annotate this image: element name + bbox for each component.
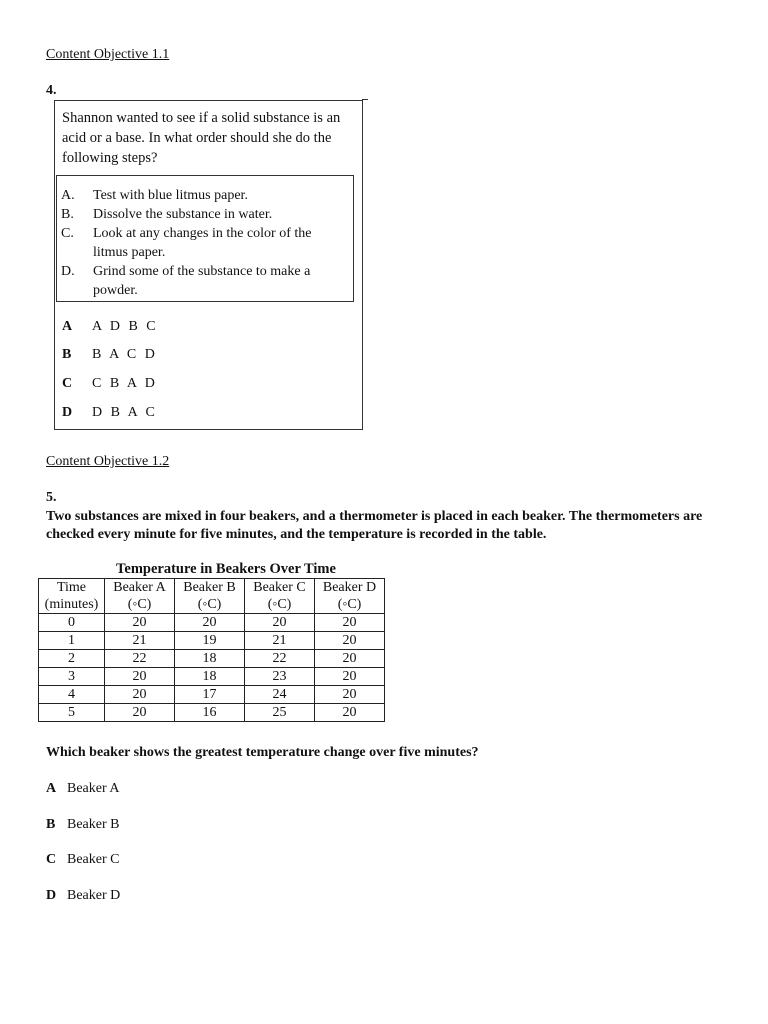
box-corner-mark: [362, 99, 368, 100]
column-unit: (◦C): [245, 596, 315, 614]
content-objective-heading: Content Objective 1.2: [46, 454, 170, 469]
choice-text: D B A C: [92, 405, 158, 420]
question-5-text: Two substances are mixed in four beakers, and a thermometer is placed in each beaker. The thermometers are checked every minute for five minutes, and the temperature is recorded in the table.: [46, 509, 703, 542]
column-unit: (◦C): [315, 596, 385, 614]
question-4-stem: Shannon wanted to see if a solid substance is an acid or a base. In what order should she do the following steps?: [62, 110, 341, 166]
choice-letter: D: [62, 405, 73, 420]
question-number: 5.: [46, 490, 57, 505]
table-cell: 20: [175, 614, 245, 632]
choice-letter: B: [46, 817, 56, 832]
choice-text: Beaker B: [67, 817, 120, 832]
table-cell: 17: [175, 686, 245, 704]
step-text: Grind some of the substance to make a powder.: [93, 264, 311, 298]
table-units-row: [39, 596, 385, 614]
table-cell: 4: [39, 686, 105, 704]
step-letter: D.: [61, 264, 75, 279]
table-header-row: [39, 579, 385, 597]
table-cell: 23: [245, 668, 315, 686]
table-cell: 0: [39, 614, 105, 632]
question-number: 4.: [46, 83, 57, 98]
column-header: Beaker D: [315, 579, 385, 597]
table-cell: 18: [175, 650, 245, 668]
table-cell: 20: [315, 704, 385, 722]
step-text: Test with blue litmus paper.: [93, 188, 248, 203]
choice-letter: C: [62, 376, 73, 391]
table-cell: 16: [175, 704, 245, 722]
step-text: Look at any changes in the color of the litmus paper.: [93, 226, 312, 260]
table-cell: 5: [39, 704, 105, 722]
temperature-table: [38, 578, 385, 722]
step-letter: C.: [61, 226, 74, 241]
table-cell: 20: [105, 686, 175, 704]
choice-text: B A C D: [92, 347, 158, 362]
answer-choice[interactable]: [46, 817, 119, 833]
choice-letter: A: [62, 319, 73, 334]
table-row: [39, 686, 385, 704]
answer-choice[interactable]: [62, 347, 157, 363]
table-cell: 20: [315, 632, 385, 650]
table-row: [39, 614, 385, 632]
choice-text: C B A D: [92, 376, 158, 391]
table-cell: 20: [245, 614, 315, 632]
choice-text: Beaker A: [67, 781, 120, 796]
table-cell: 20: [315, 614, 385, 632]
choice-letter: B: [62, 347, 72, 362]
table-cell: 3: [39, 668, 105, 686]
table-cell: 25: [245, 704, 315, 722]
column-unit: (◦C): [175, 596, 245, 614]
answer-choice[interactable]: [46, 852, 119, 868]
question-5-prompt: Which beaker shows the greatest temperature change over five minutes?: [46, 745, 479, 760]
table-cell: 19: [175, 632, 245, 650]
table-cell: 22: [245, 650, 315, 668]
choice-text: Beaker D: [67, 888, 121, 903]
table-cell: 20: [315, 668, 385, 686]
answer-choice[interactable]: [46, 888, 120, 904]
content-objective-heading: Content Objective 1.1: [46, 47, 170, 62]
table-cell: 22: [105, 650, 175, 668]
answer-choice[interactable]: [62, 319, 158, 335]
column-header: Time: [39, 579, 105, 597]
table-row: [39, 632, 385, 650]
step-letter: B.: [61, 207, 74, 222]
table-cell: 24: [245, 686, 315, 704]
table-cell: 2: [39, 650, 105, 668]
step-letter: A.: [61, 188, 75, 203]
table-cell: 20: [105, 704, 175, 722]
table-title: Temperature in Beakers Over Time: [116, 561, 336, 577]
column-header: Beaker B: [175, 579, 245, 597]
table-cell: 20: [315, 686, 385, 704]
table-cell: 18: [175, 668, 245, 686]
answer-choice[interactable]: [62, 405, 157, 421]
column-header: Beaker A: [105, 579, 175, 597]
answer-choice[interactable]: [46, 781, 119, 797]
choice-letter: C: [46, 852, 57, 867]
table-row: [39, 650, 385, 668]
answer-choice[interactable]: [62, 376, 157, 392]
table-row: [39, 704, 385, 722]
column-unit: (◦C): [105, 596, 175, 614]
column-unit: (minutes): [39, 596, 105, 614]
table-cell: 20: [105, 668, 175, 686]
table-row: [39, 668, 385, 686]
table-cell: 21: [245, 632, 315, 650]
column-header: Beaker C: [245, 579, 315, 597]
steps-box: [56, 175, 354, 302]
table-cell: 1: [39, 632, 105, 650]
choice-letter: A: [46, 781, 57, 796]
table-cell: 20: [315, 650, 385, 668]
table-cell: 20: [105, 614, 175, 632]
choice-text: Beaker C: [67, 852, 120, 867]
table-cell: 21: [105, 632, 175, 650]
step-text: Dissolve the substance in water.: [93, 207, 273, 222]
choice-letter: D: [46, 888, 57, 903]
choice-text: A D B C: [92, 319, 159, 334]
